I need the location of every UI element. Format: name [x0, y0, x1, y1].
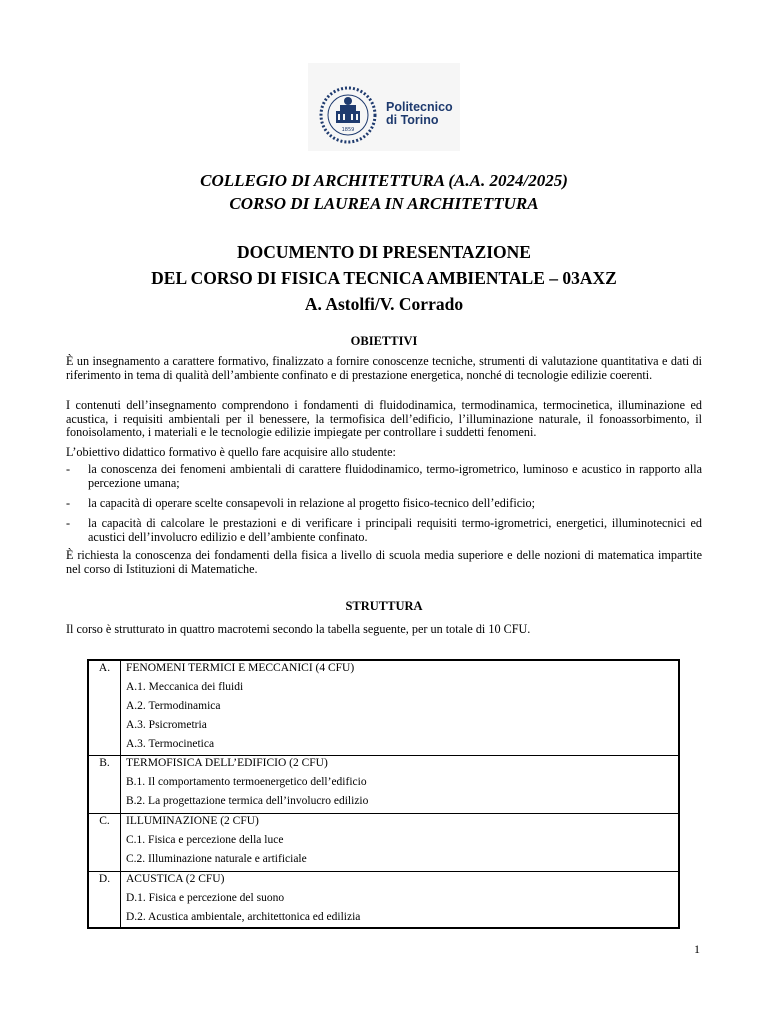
table-row-item: A.1. Meccanica dei fluidi — [126, 681, 244, 693]
logo-name-line2: di Torino — [386, 113, 439, 127]
collegio-heading: COLLEGIO DI ARCHITETTURA (A.A. 2024/2025) — [200, 171, 568, 190]
obiettivi-heading: OBIETTIVI — [350, 334, 418, 348]
list-item — [66, 463, 702, 490]
table-column-divider — [120, 661, 121, 927]
table-row-item: A.3. Termocinetica — [126, 738, 215, 750]
table-row-item: D.1. Fisica e percezione del suono — [126, 892, 285, 904]
list-item — [66, 517, 702, 544]
document-title-line1: DOCUMENTO DI PRESENTAZIONE — [237, 242, 531, 262]
list-item — [66, 497, 702, 511]
table-row-item: A.3. Psicrometria — [126, 719, 207, 731]
table-row-item: B.1. Il comportamento termoenergetico dell’edificio — [126, 776, 367, 788]
authors: A. Astolfi/V. Corrado — [304, 294, 464, 314]
bullet-dash: - — [66, 496, 71, 510]
table-row-divider — [89, 871, 678, 872]
table-row-item: C.2. Illuminazione naturale e artificiale — [126, 853, 307, 865]
bullet-text: la capacità di calcolare le prestazioni e di verificare i principali requisiti termo-igrometrici, energetici, illuminotecnici ed acustici dell’involucro edilizio e dell’ambiente confinato. — [88, 516, 702, 544]
table-row-divider — [89, 813, 678, 814]
corso-laurea-heading: CORSO DI LAUREA IN ARCHITETTURA — [229, 194, 539, 213]
obiettivi-paragraph-3: L’obiettivo didattico formativo è quello fare acquisire allo studente: — [66, 445, 396, 459]
university-seal-icon — [318, 85, 378, 145]
page-number: 1 — [694, 942, 700, 956]
table-row-title: ILLUMINAZIONE (2 CFU) — [126, 815, 259, 827]
struttura-heading: STRUTTURA — [345, 599, 423, 613]
bullet-dash: - — [66, 462, 71, 476]
table-row-letter: B. — [99, 757, 110, 769]
table-row-divider — [89, 755, 678, 756]
bullet-dash: - — [66, 516, 71, 530]
bullet-text: la conoscenza dei fenomeni ambientali di carattere fluidodinamico, termo-igrometrico, luminoso e acustico in rapporto alla percezione umana; — [88, 462, 702, 490]
obiettivi-paragraph-1: È un insegnamento a carattere formativo, finalizzato a fornire conoscenze tecniche, strumenti di valutazione quantitativa e dati di riferimento in tema di qualità dell’ambiente confinato e di prestazione energetica, nonché di tecnologie edilizie coerenti. — [66, 354, 702, 382]
logo-year: 1859 — [341, 127, 355, 133]
logo-name-line1: Politecnico — [386, 100, 453, 114]
logo-wordmark — [386, 101, 453, 127]
table-row-title: ACUSTICA (2 CFU) — [126, 873, 225, 885]
table-row-letter: A. — [98, 662, 111, 674]
table-row-item: B.2. La progettazione termica dell’involucro edilizio — [126, 795, 369, 807]
table-row-letter: C. — [99, 815, 110, 827]
table-row-item: D.2. Acustica ambientale, architettonica ed edilizia — [126, 911, 361, 923]
macrotemi-table — [87, 659, 680, 929]
obiettivi-paragraph-4: È richiesta la conoscenza dei fondamenti della fisica a livello di scuola media superiore e delle nozioni di matematica impartite nel corso di Istituzioni di Matematiche. — [66, 548, 702, 576]
document-title-line2: DEL CORSO DI FISICA TECNICA AMBIENTALE – 03AXZ — [151, 268, 617, 288]
table-row-title: FENOMENI TERMICI E MECCANICI (4 CFU) — [126, 662, 355, 674]
politecnico-logo — [308, 63, 460, 151]
obiettivi-paragraph-2: I contenuti dell’insegnamento comprendono i fondamenti di fluidodinamica, termodinamica, termocinetica, illuminazione ed acustica, i requisiti ambientali per il benessere, la termofisica dell’edificio, l’illuminazione naturale, il fonoassorbimento, il fonoisolamento, i materiali e le tecnologie edilizie impiegate per controllare i suddetti fenomeni. — [66, 398, 702, 440]
struttura-intro: Il corso è strutturato in quattro macrotemi secondo la tabella seguente, per un totale di 10 CFU. — [66, 622, 531, 636]
table-row-title: TERMOFISICA DELL’EDIFICIO (2 CFU) — [126, 757, 328, 769]
table-row-item: C.1. Fisica e percezione della luce — [126, 834, 284, 846]
table-row-item: A.2. Termodinamica — [126, 700, 221, 712]
bullet-text: la capacità di operare scelte consapevoli in relazione al progetto fisico-tecnico dell’edificio; — [88, 496, 536, 510]
table-row-letter: D. — [98, 873, 111, 885]
